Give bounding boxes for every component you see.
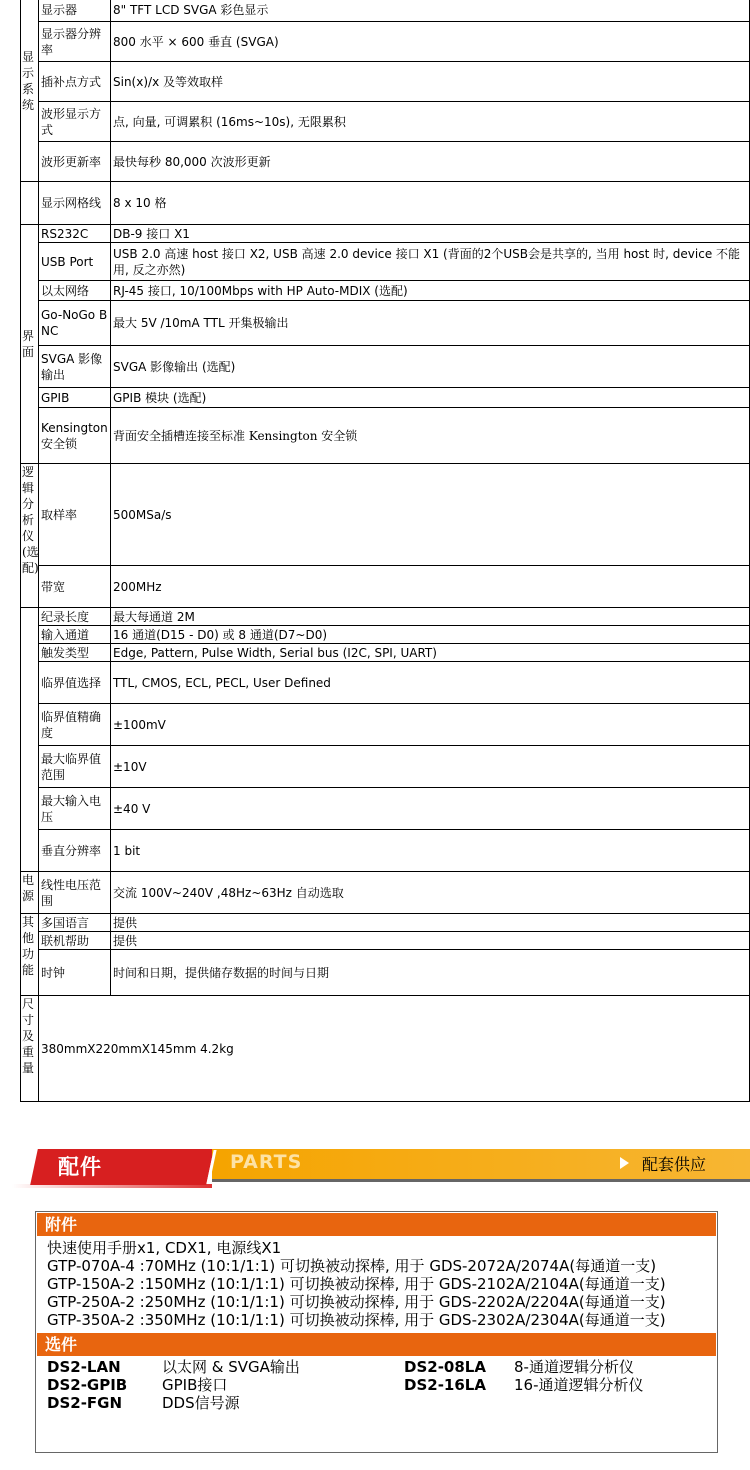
spec-label: Kensington 安全锁 [39,408,111,464]
spec-label: 时钟 [39,950,111,996]
spec-value: 8" TFT LCD SVGA 彩色显示 [111,0,750,22]
spec-value: DB-9 接口 X1 [111,225,750,243]
option-desc: 以太网 & SVGA输出 [162,1358,300,1376]
accessory-line: GTP-250A-2 :250MHz (10:1/1:1) 可切换被动探棒, 用于 GDS-2202A/2204A(每通道一支) [47,1293,666,1311]
spec-label: 波形更新率 [39,142,111,182]
spec-value: 点, 向量, 可调累积 (16ms~10s), 无限累积 [111,102,750,142]
spec-value: 提供 [111,932,750,950]
spec-value: 提供 [111,914,750,932]
spec-value: RJ-45 接口, 10/100Mbps with HP Auto-MDIX (选配) [111,281,750,301]
option-desc: 8-通道逻辑分析仪 [514,1358,634,1376]
arrow-right-icon [620,1157,629,1169]
category-blank [21,182,39,225]
category-display: 显示系统 [21,0,39,182]
spec-label: 以太网络 [39,281,111,301]
spec-label: 纪录长度 [39,608,111,626]
spec-value: 最快每秒 80,000 次波形更新 [111,142,750,182]
option-desc: DDS信号源 [162,1394,240,1412]
spec-label: GPIB [39,388,111,408]
spec-value: 时间和日期，提供储存数据的时间与日期 [111,950,750,996]
spec-label: 多国语言 [39,914,111,932]
spec-label: 取样率 [39,464,111,566]
accessory-line: GTP-070A-4 :70MHz (10:1/1:1) 可切换被动探棒, 用于 GDS-2072A/2074A(每通道一支) [47,1257,657,1275]
option-code: DS2-16LA [404,1376,486,1394]
option-code: DS2-08LA [404,1358,486,1376]
spec-value: 1 bit [111,830,750,872]
category-logic: 逻辑分析仪(选配) [21,464,39,608]
spec-table [20,0,750,1102]
spec-value: TTL, CMOS, ECL, PECL, User Defined [111,662,750,704]
option-desc: GPIB接口 [162,1376,228,1394]
spec-value: 最大每通道 2M [111,608,750,626]
supply-label: 配套供应 [642,1155,707,1174]
section-title-en: PARTS [230,1151,303,1173]
options-heading: 选件 [37,1333,716,1356]
spec-label: 输入通道 [39,626,111,644]
section-title: 配件 [58,1155,102,1179]
section-header-bar [6,1148,750,1188]
spec-value: ±40 V [111,788,750,830]
spec-value: Sin(x)/x 及等效取样 [111,62,750,102]
spec-label: 最大输入电压 [39,788,111,830]
spec-value: USB 2.0 高速 host 接口 X2, USB 高速 2.0 device 接口 X1 (背面的2个USB会是共享的, 当用 host 时, device 不能用, 反之亦然) [111,243,750,281]
spec-value: 8 x 10 格 [111,182,750,225]
category-size: 尺寸及重量 [21,996,39,1102]
spec-value: 800 水平 × 600 垂直 (SVGA) [111,22,750,62]
spec-label: 联机帮助 [39,932,111,950]
spec-label: 最大临界值范围 [39,746,111,788]
spec-label: 波形显示方式 [39,102,111,142]
category-power: 电源 [21,872,39,914]
spec-value: SVGA 影像输出 (选配) [111,346,750,388]
spec-value: GPIB 模块 (选配) [111,388,750,408]
spec-value: 380mmX220mmX145mm 4.2kg [39,996,750,1102]
spec-value: 200MHz [111,566,750,608]
spec-label: 线性电压范围 [39,872,111,914]
category-blank [21,608,39,872]
accessories-box [35,1211,718,1453]
spec-value: Edge, Pattern, Pulse Width, Serial bus (I2C, SPI, UART) [111,644,750,662]
spec-label: 触发类型 [39,644,111,662]
option-code: DS2-LAN [47,1358,121,1376]
accessory-line: GTP-350A-2 :350MHz (10:1/1:1) 可切换被动探棒, 用于 GDS-2302A/2304A(每通道一支) [47,1311,666,1329]
accessory-line: GTP-150A-2 :150MHz (10:1/1:1) 可切换被动探棒, 用于 GDS-2102A/2104A(每通道一支) [47,1275,666,1293]
option-desc: 16-通道逻辑分析仪 [514,1376,644,1394]
spec-value: 500MSa/s [111,464,750,566]
spec-label: 临界值选择 [39,662,111,704]
spec-label: SVGA 影像输出 [39,346,111,388]
spec-label: 垂直分辨率 [39,830,111,872]
accessory-line: 快速使用手册x1, CDX1, 电源线X1 [47,1239,282,1257]
category-interface: 界面 [21,225,39,464]
spec-label: RS232C [39,225,111,243]
spec-label: 显示网格线 [39,182,111,225]
spec-label: 显示器分辨率 [39,22,111,62]
spec-label: Go-NoGo BNC [39,301,111,346]
option-code: DS2-GPIB [47,1376,128,1394]
spec-label: 临界值精确度 [39,704,111,746]
spec-label: 插补点方式 [39,62,111,102]
spec-value: 16 通道(D15 - D0) 或 8 通道(D7~D0) [111,626,750,644]
spec-label: 显示器 [39,0,111,22]
spec-label: 带宽 [39,566,111,608]
spec-label: USB Port [39,243,111,281]
accessories-heading: 附件 [37,1213,716,1236]
category-other: 其他功能 [21,914,39,996]
spec-value: ±100mV [111,704,750,746]
option-code: DS2-FGN [47,1394,123,1412]
spec-value: 背面安全插槽连接至标准 Kensington 安全锁 [111,408,750,464]
spec-value: 最大 5V /10mA TTL 开集极输出 [111,301,750,346]
spec-value: ±10V [111,746,750,788]
spec-value: 交流 100V~240V ,48Hz~63Hz 自动选取 [111,872,750,914]
